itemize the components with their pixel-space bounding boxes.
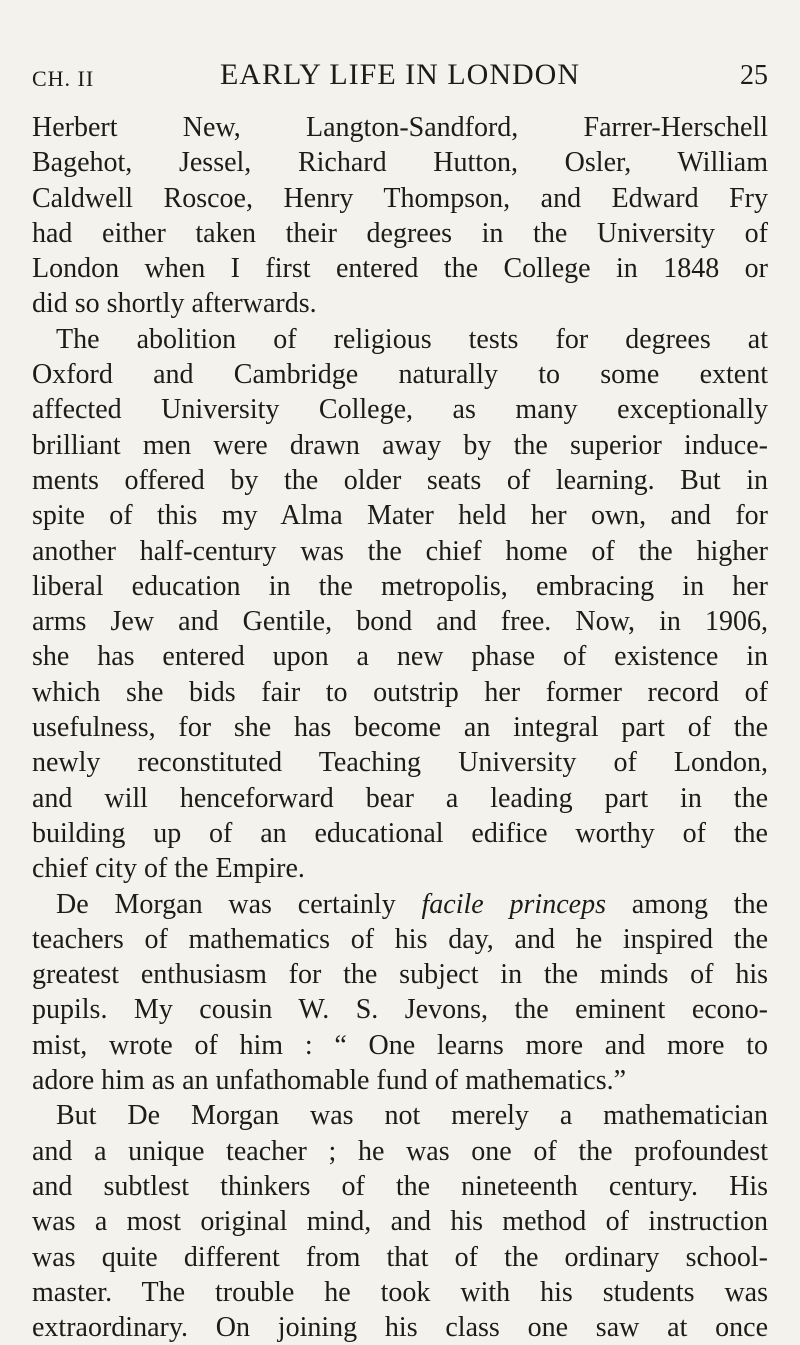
text-line: and will henceforward bear a leading part in the xyxy=(32,782,768,814)
text-line: Caldwell Roscoe, Henry Thompson, and Edward Fry xyxy=(32,182,768,214)
text-line: did so shortly afterwards. xyxy=(32,288,317,320)
text-line: liberal education in the metropolis, embracing in her xyxy=(32,570,768,602)
text-line: she has entered upon a new phase of existence in xyxy=(32,641,768,673)
text-line: affected University College, as many exceptionally xyxy=(32,394,768,426)
page-number: 25 xyxy=(740,60,768,91)
text-line: adore him as an unfathomable fund of mathematics.” xyxy=(32,1065,627,1097)
text-line: ments offered by the older seats of learning. But in xyxy=(32,464,768,496)
text-line: London when I first entered the College in 1848 or xyxy=(32,253,768,285)
text-line: Bagehot, Jessel, Richard Hutton, Osler, William xyxy=(32,147,768,179)
text-line: chief city of the Empire. xyxy=(32,853,305,885)
running-title: EARLY LIFE IN LONDON xyxy=(219,58,580,91)
text-line: brilliant men were drawn away by the superior induce- xyxy=(32,429,768,461)
paragraph-first-line: But De Morgan was not merely a mathematician xyxy=(56,1100,768,1132)
text-line: usefulness, for she has become an integral part of the xyxy=(32,712,768,744)
text-segment: De Morgan was certainly xyxy=(56,888,422,920)
text-line: teachers of mathematics of his day, and he inspired the xyxy=(32,923,768,955)
body-text xyxy=(32,110,768,1345)
text-line: had either taken their degrees in the University of xyxy=(32,217,768,249)
text-line: Herbert New, Langton-Sandford, Farrer-Herschell xyxy=(32,112,768,143)
text-line: which she bids fair to outstrip her former record of xyxy=(32,676,768,708)
paragraph-first-line xyxy=(32,887,768,922)
paragraph-first-line: The abolition of religious tests for degrees at xyxy=(56,323,768,355)
text-line: spite of this my Alma Mater held her own, and for xyxy=(32,500,768,532)
text-line: was quite different from that of the ordinary school- xyxy=(32,1241,768,1273)
text-line: master. The trouble he took with his students was xyxy=(32,1276,768,1308)
text-line: and a unique teacher ; he was one of the profoundest xyxy=(32,1135,768,1167)
text-line: another half-century was the chief home of the higher xyxy=(32,535,768,567)
text-line: was a most original mind, and his method of instruction xyxy=(32,1206,768,1238)
text-line: pupils. My cousin W. S. Jevons, the eminent econo- xyxy=(32,994,768,1026)
running-head xyxy=(32,58,768,98)
text-line: Oxford and Cambridge naturally to some extent xyxy=(32,359,768,391)
text-line: building up of an educational edifice worthy of the xyxy=(32,817,768,849)
text-line: greatest enthusiasm for the subject in the minds of his xyxy=(32,959,768,991)
text-line: mist, wrote of him : “ One learns more and more to xyxy=(32,1029,768,1061)
text-line: newly reconstituted Teaching University of London, xyxy=(32,747,768,779)
text-segment: among the xyxy=(605,888,769,920)
text-line: and subtlest thinkers of the nineteenth century. His xyxy=(32,1170,768,1202)
chapter-label: CH. II xyxy=(32,66,95,91)
italic-phrase: facile princeps xyxy=(421,888,606,920)
text-line: arms Jew and Gentile, bond and free. Now, in 1906, xyxy=(32,606,768,638)
text-line: extraordinary. On joining his class one saw at once xyxy=(32,1312,768,1344)
